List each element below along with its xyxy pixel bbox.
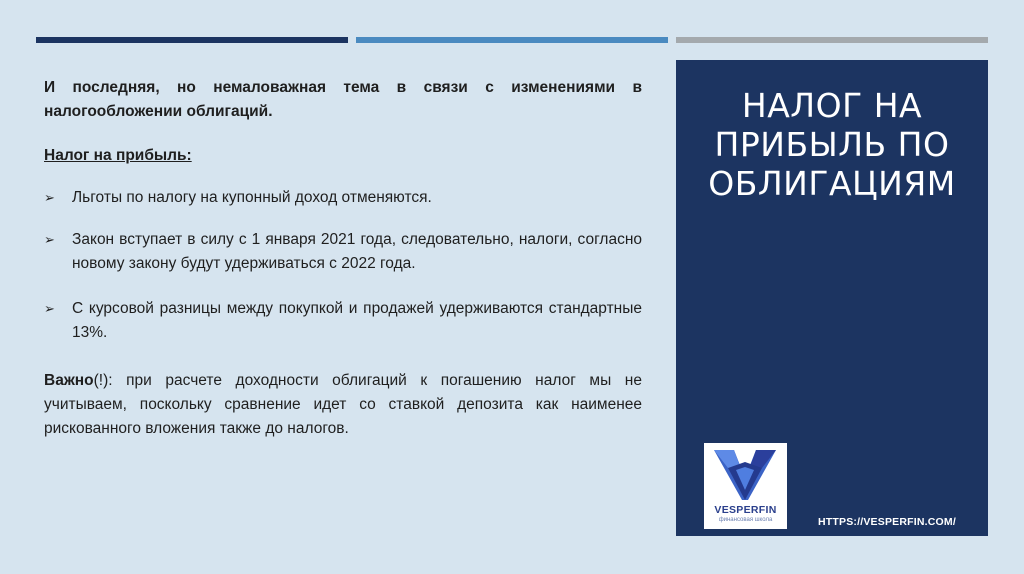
accent-bar-dark — [36, 37, 348, 43]
accent-bar-gray — [676, 37, 988, 43]
logo-tagline: финансовая школа — [718, 517, 773, 523]
bullet-item — [44, 228, 642, 276]
important-note — [44, 369, 642, 441]
website-link[interactable]: HTTPS://VESPERFIN.COM/ — [818, 516, 956, 528]
note-text: (!): при расчете доходности облигаций к погашению налог мы не учитываем, поскольку сравнение идет со ставкой депозита как наименее рискованного вложения также до налогов. — [44, 372, 642, 437]
logo-wordmark: VESPERFIN — [714, 504, 777, 516]
bullet-text: Закон вступает в силу с 1 января 2021 года, следовательно, налоги, согласно новому закону будут удерживаться с 2022 года. — [72, 231, 642, 272]
title-line: ПРИБЫЛЬ ПО — [714, 125, 950, 164]
slide-title — [676, 86, 988, 203]
subheading: Налог на прибыль: — [44, 147, 192, 164]
vesperfin-logo — [704, 443, 787, 529]
accent-bar-blue — [356, 37, 668, 43]
arrow-bullet-icon: ➢ — [44, 232, 55, 247]
slide-body — [44, 76, 642, 441]
intro-paragraph: И последняя, но немаловажная тема в связи с изменениями в налогообложении облигаций. — [44, 79, 642, 120]
arrow-bullet-icon: ➢ — [44, 301, 55, 316]
arrow-bullet-icon: ➢ — [44, 190, 55, 205]
title-line: ОБЛИГАЦИЯМ — [708, 164, 956, 203]
note-label: Важно — [44, 372, 94, 389]
bullet-item — [44, 297, 642, 345]
bullet-text: Льготы по налогу на купонный доход отменяются. — [72, 189, 432, 206]
title-line: НАЛОГ НА — [741, 86, 923, 125]
bullet-text: С курсовой разницы между покупкой и продажей удерживаются стандартные 13%. — [72, 300, 642, 341]
bullet-item — [44, 186, 642, 210]
v-logo-icon — [712, 448, 779, 504]
title-panel — [676, 60, 988, 536]
